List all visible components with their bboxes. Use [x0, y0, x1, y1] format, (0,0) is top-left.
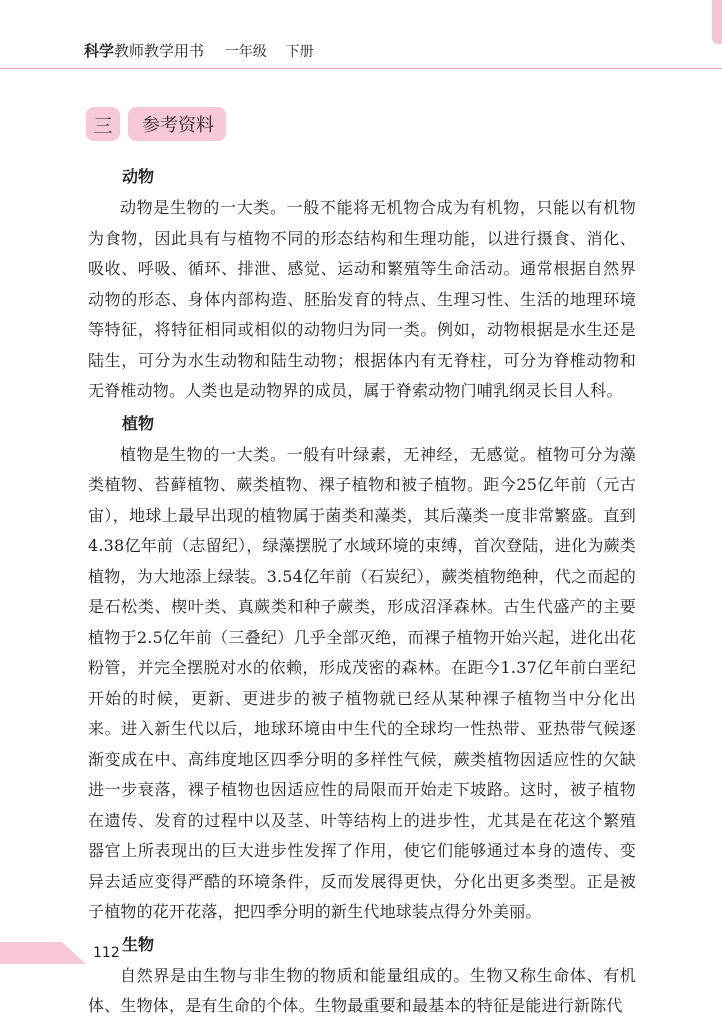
section-title-badge: 参考资料	[128, 107, 226, 141]
paragraph-organisms: 自然界是由生物与非生物的物质和能量组成的。生物又称生命体、有机体、生物体，是有生命的个体。生物最重要和最基本的特征是能进行新陈代	[88, 965, 636, 1015]
paragraph-animals: 动物是生物的一大类。一般不能将无机物合成为有机物，只能以有机物为食物，因此具有与植物不同的形态结构和生理功能，以进行摄食、消化、吸收、呼吸、循环、排泄、感觉、运动和繁殖等生命活动。通常根据自然界动物的形态、身体内部构造、胚胎发育的特点、生理习性、生活的地理环境等特征，将特征相同或相似的动物归为同一类。例如，动物根据是水生还是陆生，可分为水生动物和陆生动物；根据体内有无脊柱，可分为脊椎动物和无脊椎动物。人类也是动物界的成员，属于脊索动物门哺乳纲灵长目人科。	[88, 198, 636, 400]
corner-tab	[712, 0, 722, 44]
paragraph-plants: 植物是生物的一大类。一般有叶绿素，无神经，无感觉。植物可分为藻类植物、苔藓植物、蕨类植物、裸子植物和被子植物。距今25亿年前（元古宙），地球上最早出现的植物属于菌类和藻类，其后藻类一度非常繁盛。直到4.38亿年前（志留纪），绿藻摆脱了水域环境的束缚，首次登陆，进化为蕨类植物，为大地添上绿装。3.54亿年前（石炭纪），蕨类植物绝种，代之而起的是石松类、楔叶类、真蕨类和种子蕨类，形成沼泽森林。古生代盛产的主要植物于2.5亿年前（三叠纪）几乎全部灭绝，而裸子植物开始兴起，进化出花粉管，并完全摆脱对水的依赖，形成茂密的森林。在距今1.37亿年前白垩纪开始的时候，更新、更进步的被子植物就已经从某种裸子植物当中分化出来。进入新生代以后，地球环境由中生代的全球均一性热带、亚热带气候逐渐变成在中、高纬度地区四季分明的多样性气候，蕨类植物因适应性的欠缺进一步衰落，裸子植物也因适应性的局限而开始走下坡路。这时，被子植物在遗传、发育的过程中以及茎、叶等结构上的进步性，尤其是在花这个繁殖器官上所表现出的巨大进步性发挥了作用，使它们能够通过本身的遗传、变异去适应变得严酷的环境条件，反而发展得更快，分化出更多类型。正是被子植物的花开花落，把四季分明的新生代地球装点得分外美丽。	[88, 444, 636, 921]
section-number-badge: 三	[86, 107, 120, 141]
header-divider	[0, 68, 722, 69]
book-title-rest: 教师教学用书	[114, 42, 205, 60]
grade-label: 一年级	[224, 44, 267, 60]
page-header	[0, 0, 722, 70]
heading-plants: 植物	[122, 413, 155, 433]
section-heading	[86, 107, 226, 141]
page-body	[88, 160, 636, 1022]
running-header	[84, 40, 314, 61]
book-title-bold: 科学	[84, 42, 115, 60]
heading-organisms: 生物	[122, 934, 155, 954]
page-number-tab	[0, 942, 86, 964]
heading-animals: 动物	[122, 167, 155, 186]
volume-label: 下册	[285, 44, 314, 60]
page-number: 112	[93, 945, 120, 961]
